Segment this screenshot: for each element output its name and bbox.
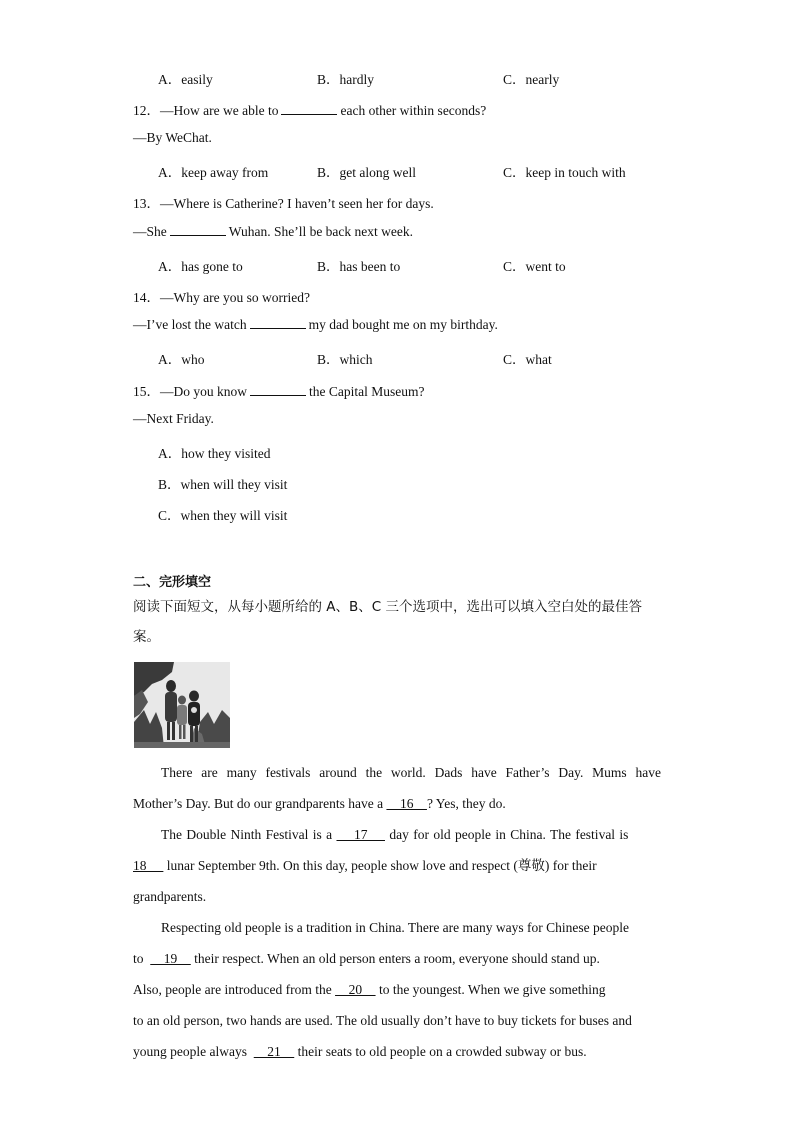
q13-blank[interactable]	[170, 224, 226, 236]
q11-option-c[interactable]: C．nearly	[503, 72, 560, 87]
blank-21[interactable]: 21	[253, 1044, 295, 1059]
passage-text: ? Yes, they do.	[426, 796, 506, 811]
q14-line2-a: —I’ve lost the watch	[133, 317, 247, 332]
passage-text: Also, people are introduced from the	[133, 982, 332, 997]
passage-text: young people always	[133, 1044, 247, 1059]
q12-stem	[133, 99, 486, 119]
blank-20[interactable]: 20	[335, 982, 376, 997]
q15-stem	[133, 380, 424, 400]
q14-blank[interactable]	[250, 317, 306, 329]
q12-answer: —By WeChat.	[133, 130, 212, 145]
passage-text: lunar September 9th. On this day, people show love and respect (尊敬) for their	[166, 858, 597, 873]
q14-option-c[interactable]: C．what	[503, 352, 552, 367]
passage-text: The Double Ninth Festival is a	[161, 827, 333, 842]
q12-number: 12．	[133, 103, 160, 118]
q13-line2	[133, 224, 413, 240]
instructions-line-2: 案。	[133, 629, 160, 645]
q15-option-b[interactable]: B．when will they visit	[158, 477, 288, 492]
q11-option-b[interactable]: B．hardly	[317, 72, 374, 87]
q13-option-c[interactable]: C．went to	[503, 259, 566, 274]
q12-blank[interactable]	[281, 103, 337, 115]
passage-line-4	[133, 850, 661, 881]
q13-option-b[interactable]: B．has been to	[317, 259, 401, 274]
passage-line-9: to an old person, two hands are used. The old usually don’t have to buy tickets for buses and	[133, 1013, 632, 1028]
q13-number: 13．	[133, 196, 160, 211]
section-instructions	[133, 592, 663, 652]
family-illustration	[134, 662, 230, 748]
blank-19[interactable]: 19	[150, 951, 191, 966]
passage-line-10	[133, 1036, 661, 1067]
q14-number: 14．	[133, 290, 160, 305]
q15-number: 15．	[133, 384, 160, 399]
q13-stem-text: —Where is Catherine? I haven’t seen her for days.	[160, 196, 434, 211]
passage	[133, 757, 661, 1067]
passage-text: Mother’s Day. But do our grandparents have a	[133, 796, 384, 811]
passage-line-5: grandparents.	[133, 889, 207, 904]
q12-option-a[interactable]: A．keep away from	[158, 165, 269, 180]
passage-line-6: Respecting old people is a tradition in China. There are many ways for Chinese people	[161, 920, 629, 935]
passage-line-8	[133, 974, 661, 1005]
passage-line-2	[133, 788, 661, 819]
q15-stem-b: the Capital Museum?	[309, 384, 425, 399]
passage-text: their seats to old people on a crowded subway or bus.	[297, 1044, 587, 1059]
blank-16[interactable]: 16	[386, 796, 427, 811]
q13-line2-a: —She	[133, 224, 167, 239]
q15-option-c[interactable]: C．when they will visit	[158, 508, 288, 523]
q15-stem-a: —Do you know	[160, 384, 247, 399]
q15-blank[interactable]	[250, 384, 306, 396]
q14-option-a[interactable]: A．who	[158, 352, 205, 367]
passage-text: their respect. When an old person enters a room, everyone should stand up.	[194, 951, 600, 966]
q13-line2-b: Wuhan. She’ll be back next week.	[228, 224, 414, 239]
q14-line2-b: my dad bought me on my birthday.	[308, 317, 498, 332]
q13-stem	[133, 192, 434, 212]
q15-answer: —Next Friday.	[133, 411, 214, 426]
section-title: 二、完形填空	[133, 575, 212, 590]
passage-line-7	[133, 943, 661, 974]
passage-text: to	[133, 951, 144, 966]
blank-17[interactable]: 17	[336, 827, 385, 842]
q12-option-b[interactable]: B．get along well	[317, 165, 416, 180]
q14-stem	[133, 286, 310, 306]
blank-18[interactable]: 18	[133, 858, 164, 873]
passage-text: to the youngest. When we give something	[378, 982, 606, 997]
q14-stem-text: —Why are you so worried?	[160, 290, 310, 305]
instructions-line-1: 阅读下面短文，从每小题所给的 A、B、C 三个选项中，选出可以填入空白处的最佳答	[133, 599, 643, 615]
passage-line-3	[133, 819, 661, 850]
q14-line2	[133, 317, 498, 333]
q12-stem-b: each other within seconds?	[340, 103, 487, 118]
q11-option-a[interactable]: A．easily	[158, 72, 213, 87]
passage-line-1: There are many festivals around the world. Dads have Father’s Day. Mums have	[161, 765, 661, 780]
q13-option-a[interactable]: A．has gone to	[158, 259, 243, 274]
passage-text: day for old people in China. The festival is	[389, 827, 629, 842]
q15-option-a[interactable]: A．how they visited	[158, 446, 271, 461]
q12-stem-a: —How are we able to	[160, 103, 279, 118]
q14-option-b[interactable]: B．which	[317, 352, 373, 367]
q12-option-c[interactable]: C．keep in touch with	[503, 165, 626, 180]
